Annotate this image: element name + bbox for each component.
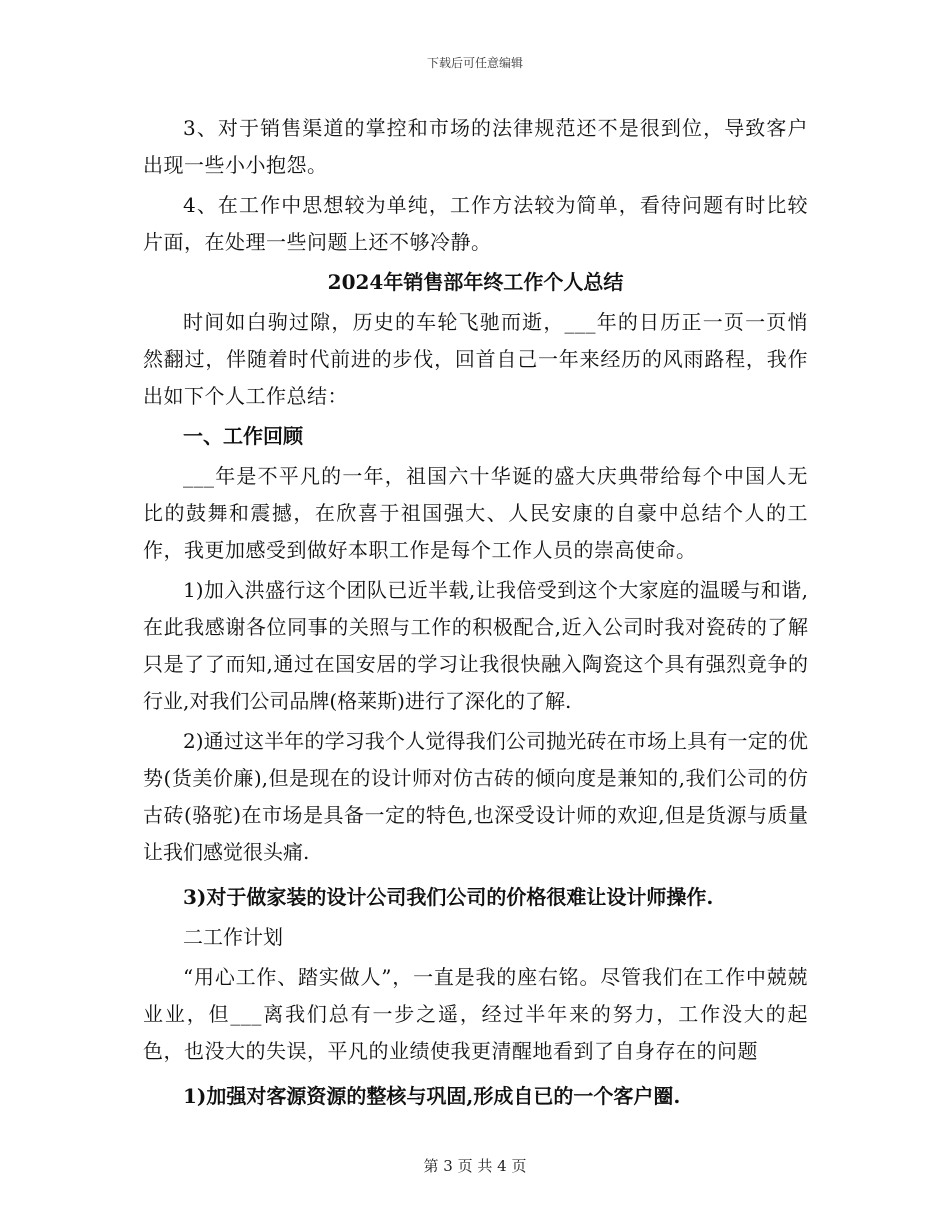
paragraph-8: “用心工作、踏实做人”，一直是我的座右铭。尽管我们在工作中兢兢业业，但___离我们总有一步之遥，经过半年来的努力，工作没大的起色，也没大的失误，平凡的业绩使我更清醒地看到了自身存在的问题 — [143, 965, 808, 1063]
document-body — [143, 110, 808, 1115]
paragraph-3: 时间如白驹过隙，历史的车轮飞驰而逝，___年的日历正一页一页悄然翻过，伴随着时代前进的步伐，回首自己一年来经历的风雨路程，我作出如下个人工作总结： — [143, 310, 808, 408]
paragraph-2: 4、在工作中思想较为单纯，工作方法较为简单，看待问题有时比较片面，在处理一些问题上还不够冷静。 — [143, 193, 808, 254]
paragraph-5: 1)加入洪盛行这个团队已近半载,让我倍受到这个大家庭的温暖与和谐,在此我感谢各位同事的关照与工作的积极配合,近入公司时我对瓷砖的了解只是了了而知,通过在国安居的学习让我很快融入陶瓷这个具有强烈竟争的行业,对我们公司品牌(格莱斯)进行了深化的了解. — [143, 578, 808, 713]
section-title: 2024年销售部年终工作个人总结 — [327, 270, 624, 294]
heading-work-review: 一、工作回顾 — [183, 424, 303, 448]
paragraph-1: 3、对于销售渠道的掌控和市场的法律规范还不是很到位，导致客户出现一些小小抱怨。 — [143, 116, 808, 177]
paragraph-4: ___年是不平凡的一年，祖国六十华诞的盛大庆典带给每个中国人无比的鼓舞和震撼，在欣喜于祖国强大、人民安康的自豪中总结个人的工作，我更加感受到做好本职工作是每个工作人员的崇高使命。 — [143, 464, 808, 562]
page-footer: 第 3 页 共 4 页 — [423, 1157, 527, 1175]
page-header: 下载后可任意编辑 — [426, 56, 523, 70]
heading-work-plan: 二工作计划 — [183, 925, 283, 949]
paragraph-6: 2)通过这半年的学习我个人觉得我们公司抛光砖在市场上具有一定的优势(货美价廉),但是现在的设计师对仿古砖的倾向度是兼知的,我们公司的仿古砖(骆驼)在市场是具备一定的特色,也深受设计师的欢迎,但是货源与质量让我们感觉很头痛. — [143, 729, 808, 864]
paragraph-9: 1)加强对客源资源的整核与巩固,形成自已的一个客户圈. — [183, 1084, 681, 1108]
paragraph-7: 3)对于做家装的设计公司我们公司的价格很难让设计师操作. — [183, 885, 714, 909]
